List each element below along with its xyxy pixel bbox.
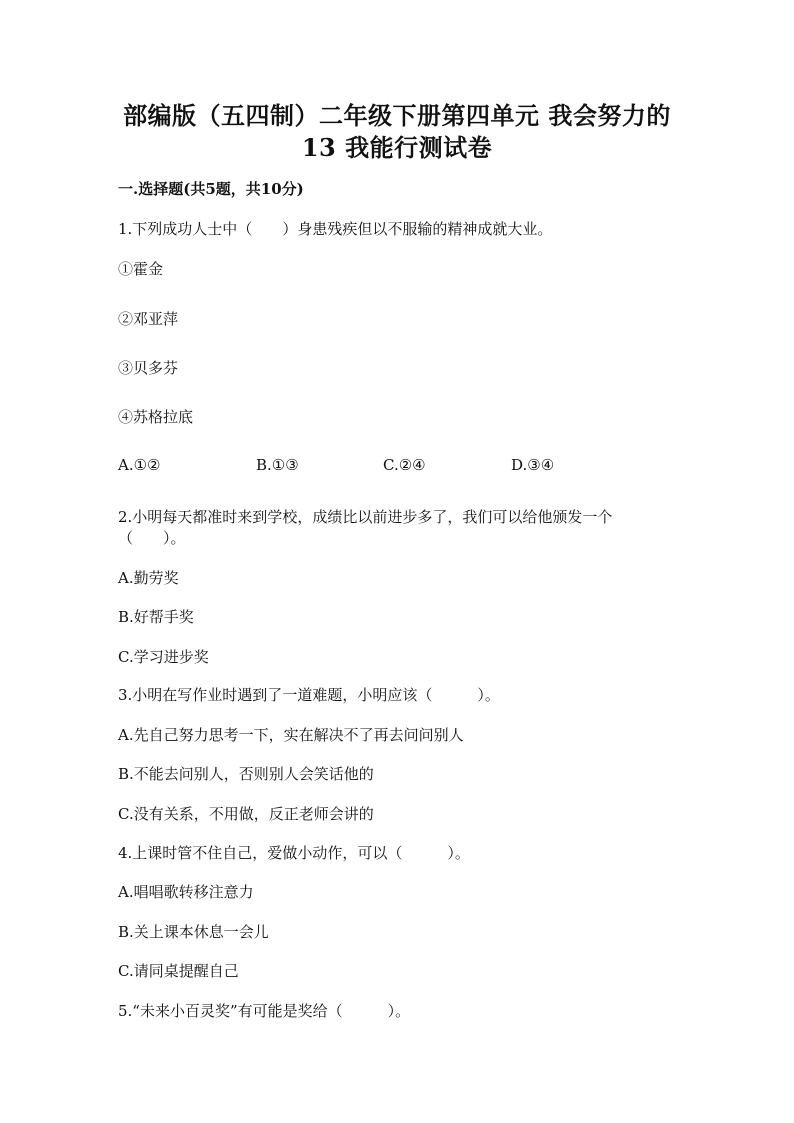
question-3-option-b: B.不能去问别人，否则别人会笑话他的: [118, 765, 374, 783]
question-1-option-a: A.①②: [118, 456, 161, 474]
question-5-stem: 5.“未来小百灵奖”有可能是奖给（ ）。: [118, 1002, 411, 1020]
question-3-option-a: A.先自己努力思考一下，实在解决不了再去问问别人: [118, 726, 464, 744]
question-1-option-c: C.②④: [383, 456, 426, 474]
question-3-option-c: C.没有关系，不用做，反正老师会讲的: [118, 805, 374, 823]
question-2-option-a: A.勤劳奖: [118, 569, 179, 587]
question-4-option-c: C.请同桌提醒自己: [118, 962, 239, 980]
question-2-option-c: C.学习进步奖: [118, 648, 209, 666]
question-2-option-b: B.好帮手奖: [118, 608, 194, 626]
section-heading: 一.选择题(共5题，共10分): [118, 180, 304, 198]
question-2-stem: 2.小明每天都准时来到学校，成绩比以前进步多了，我们可以给他颁发一个: [118, 508, 613, 526]
question-1-item-2: ②邓亚萍: [118, 310, 179, 328]
question-1-option-d: D.③④: [511, 456, 555, 474]
question-1-stem: 1.下列成功人士中（ ）身患残疾但以不服输的精神成就大业。: [118, 220, 553, 238]
question-2-stem-continued: （ ）。: [118, 529, 186, 547]
page-title-line-1: 部编版（五四制）二年级下册第四单元 我会努力的: [123, 101, 671, 130]
question-3-stem: 3.小明在写作业时遇到了一道难题，小明应该（ ）。: [118, 686, 500, 704]
question-1-option-b: B.①③: [256, 456, 299, 474]
question-1-item-1: ①霍金: [118, 260, 164, 278]
question-4-option-a: A.唱唱歌转移注意力: [118, 883, 254, 901]
question-1-options: [118, 456, 678, 476]
question-4-stem: 4.上课时管不住自己，爱做小动作，可以（ ）。: [118, 844, 470, 862]
question-4-option-b: B.关上课本休息一会儿: [118, 923, 269, 941]
question-1-item-4: ④苏格拉底: [118, 408, 194, 426]
question-1-item-3: ③贝多芬: [118, 359, 179, 377]
page-title-line-2: 13 我能行测试卷: [301, 133, 493, 162]
